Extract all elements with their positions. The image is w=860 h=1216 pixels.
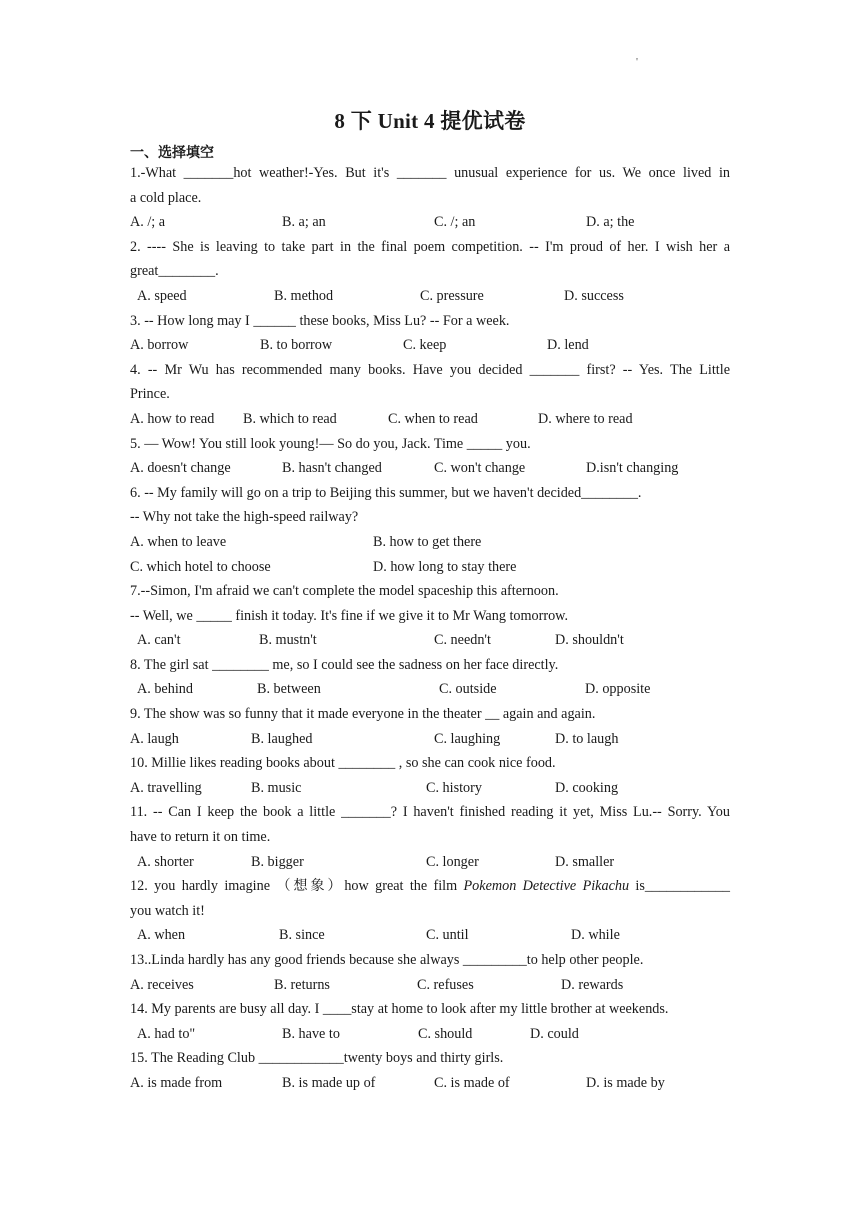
answer-option: D. could: [530, 1025, 579, 1042]
question-text: 2. ---- She is leaving to take part in the final poem competition. -- I'm proud of her. I wish her a: [130, 238, 730, 255]
answer-option: D. a; the: [586, 214, 635, 231]
answer-option: B. hasn't changed: [282, 460, 382, 477]
answer-option: B. laughed: [251, 730, 313, 747]
options-row: [130, 407, 730, 432]
question-text: 14. My parents are busy all day. I ____stay at home to look after my little brother at weekends.: [130, 1001, 669, 1018]
answer-option: A. borrow: [130, 337, 189, 354]
answer-option: B. mustn't: [259, 632, 317, 649]
answer-option: A. had to": [137, 1025, 196, 1042]
answer-option: C. needn't: [434, 632, 491, 649]
question-text-part: is____________: [629, 878, 731, 895]
answer-option: A. when: [137, 927, 186, 944]
answer-option: C. outside: [439, 681, 497, 698]
options-row: [130, 1022, 730, 1047]
options-row: [130, 628, 730, 653]
answer-option: B. is made up of: [282, 1074, 376, 1091]
question-text: 9. The show was so funny that it made everyone in the theater __ again and again.: [130, 706, 596, 723]
answer-option: A. travelling: [130, 779, 202, 796]
answer-option: C. which hotel to choose: [130, 558, 271, 575]
answer-option: C. longer: [426, 853, 479, 870]
film-title: Pokemon Detective Pikachu: [463, 878, 630, 895]
question-text: 4. -- Mr Wu has recommended many books. Have you decided _______ first? -- Yes. The Little: [130, 361, 730, 378]
answer-option: B. music: [251, 779, 302, 796]
answer-option: C. history: [426, 779, 482, 796]
answer-option: C. until: [426, 927, 469, 944]
options-row: [130, 333, 730, 358]
question-text: have to return it on time.: [130, 829, 271, 846]
question-text: [130, 874, 730, 899]
page-title: 8 下 Unit 4 提优试卷: [334, 109, 526, 133]
answer-option: A. /; a: [130, 214, 166, 231]
question-text: 3. -- How long may I ______ these books, Miss Lu? -- For a week.: [130, 312, 510, 329]
corner-mark: ': [636, 56, 638, 68]
question-text: 10. Millie likes reading books about ________ , so she can cook nice food.: [130, 755, 556, 772]
options-row: [130, 727, 730, 752]
answer-option: D. while: [571, 927, 620, 944]
question-list: [130, 161, 730, 1096]
answer-option: C. laughing: [434, 730, 501, 747]
answer-option: B. which to read: [243, 410, 337, 427]
answer-option: C. keep: [403, 337, 447, 354]
question-text: 8. The girl sat ________ me, so I could see the sadness on her face directly.: [130, 656, 559, 673]
options-row: [130, 210, 730, 235]
answer-option: B. a; an: [282, 214, 326, 231]
options-row: [130, 555, 730, 580]
question-text: 7.--Simon, I'm afraid we can't complete the model spaceship this afternoon.: [130, 583, 559, 600]
answer-option: B. between: [257, 681, 321, 698]
answer-option: D. how long to stay there: [373, 558, 517, 575]
answer-option: A. receives: [130, 976, 194, 993]
answer-option: C. /; an: [434, 214, 476, 231]
answer-option: D. success: [564, 287, 624, 304]
answer-option: B. since: [279, 927, 325, 944]
answer-option: D. to laugh: [555, 730, 619, 747]
question-text: you watch it!: [130, 902, 205, 919]
answer-option: A. when to leave: [130, 533, 227, 550]
answer-option: D. cooking: [555, 779, 619, 796]
answer-option: A. can't: [137, 632, 181, 649]
answer-option: A. behind: [137, 681, 193, 698]
answer-option: C. when to read: [388, 410, 478, 427]
answer-option: D. where to read: [538, 410, 633, 427]
options-row: [130, 1071, 730, 1096]
question-text: 6. -- My family will go on a trip to Beijing this summer, but we haven't decided________.: [130, 484, 642, 501]
question-text: a cold place.: [130, 189, 202, 206]
answer-option: C. won't change: [434, 460, 526, 477]
answer-option: C. should: [418, 1025, 473, 1042]
options-row: [130, 973, 730, 998]
question-text: 13..Linda hardly has any good friends because she always _________to help other people.: [130, 952, 644, 968]
answer-option: A. speed: [137, 287, 187, 304]
options-row: [130, 923, 730, 948]
answer-option: D. is made by: [586, 1074, 665, 1091]
answer-option: D. rewards: [561, 976, 624, 993]
answer-option: B. to borrow: [260, 337, 333, 354]
question-text: 11. -- Can I keep the book a little _______? I haven't finished reading it yet, Miss Lu.-- Sorry. You: [130, 804, 730, 821]
options-row: [130, 456, 730, 481]
options-row: [130, 530, 730, 555]
question-text: 1.-What _______hot weather!-Yes. But it's _______ unusual experience for us. We once lived in: [130, 165, 730, 181]
question-text: -- Why not take the high-speed railway?: [130, 509, 359, 526]
answer-option: C. is made of: [434, 1074, 510, 1091]
options-row: [130, 850, 730, 875]
question-text: great________.: [130, 263, 219, 280]
answer-option: B. bigger: [251, 853, 304, 870]
question-text: Prince.: [130, 386, 170, 403]
answer-option: B. method: [274, 287, 334, 304]
answer-option: A. how to read: [130, 410, 215, 427]
answer-option: D.isn't changing: [586, 460, 679, 477]
answer-option: B. how to get there: [373, 533, 482, 550]
question-text: -- Well, we _____ finish it today. It's fine if we give it to Mr Wang tomorrow.: [130, 607, 569, 624]
answer-option: A. laugh: [130, 730, 179, 747]
question-text: 5. — Wow! You still look young!— So do you, Jack. Time _____ you.: [130, 435, 531, 452]
options-row: [130, 284, 730, 309]
answer-option: D. lend: [547, 337, 589, 354]
options-row: [130, 776, 730, 801]
section-heading: 一、选择填空: [130, 145, 214, 161]
answer-option: D. shouldn't: [555, 632, 624, 649]
answer-option: D. opposite: [585, 681, 651, 698]
answer-option: B. returns: [274, 976, 330, 993]
answer-option: A. shorter: [137, 853, 194, 870]
answer-option: A. is made from: [130, 1074, 223, 1091]
answer-option: C. pressure: [420, 287, 484, 304]
answer-option: A. doesn't change: [130, 460, 231, 477]
question-text-part: 12. you hardly imagine （想象）how great the film: [130, 878, 464, 895]
answer-option: D. smaller: [555, 853, 615, 870]
options-row: [130, 677, 730, 702]
question-text: 15. The Reading Club ____________twenty boys and thirty girls.: [130, 1050, 504, 1067]
answer-option: C. refuses: [417, 976, 474, 993]
answer-option: B. have to: [282, 1025, 340, 1042]
